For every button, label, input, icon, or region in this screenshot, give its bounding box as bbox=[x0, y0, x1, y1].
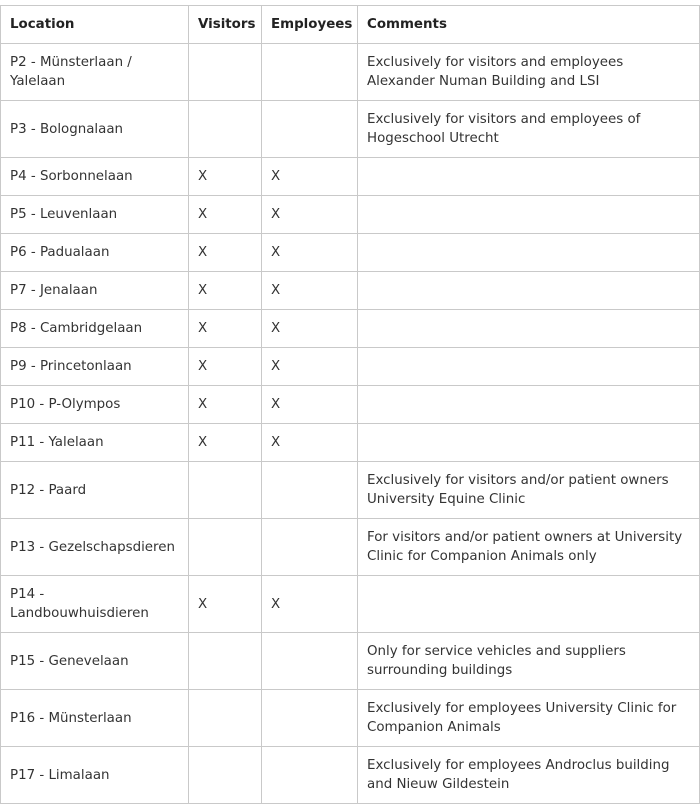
location-cell: P10 - P-Olympos bbox=[1, 386, 189, 424]
header-comments: Comments bbox=[358, 6, 700, 44]
employees-cell bbox=[262, 690, 358, 747]
table-row bbox=[1, 310, 700, 348]
location-cell: P9 - Princetonlaan bbox=[1, 348, 189, 386]
employees-cell: X bbox=[262, 386, 358, 424]
employees-cell: X bbox=[262, 272, 358, 310]
visitors-cell bbox=[189, 747, 262, 804]
employees-cell: X bbox=[262, 234, 358, 272]
visitors-cell bbox=[189, 44, 262, 101]
visitors-cell: X bbox=[189, 234, 262, 272]
location-cell: P15 - Genevelaan bbox=[1, 633, 189, 690]
location-cell: P13 - Gezelschapsdieren bbox=[1, 519, 189, 576]
location-cell: P14 - Landbouwhuisdieren bbox=[1, 576, 189, 633]
employees-cell: X bbox=[262, 424, 358, 462]
employees-cell: X bbox=[262, 576, 358, 633]
employees-cell bbox=[262, 462, 358, 519]
location-cell: P12 - Paard bbox=[1, 462, 189, 519]
location-cell: P3 - Bolognalaan bbox=[1, 101, 189, 158]
table-row bbox=[1, 158, 700, 196]
comments-cell bbox=[358, 424, 700, 462]
header-location: Location bbox=[1, 6, 189, 44]
comments-cell bbox=[358, 386, 700, 424]
employees-cell bbox=[262, 519, 358, 576]
comments-cell bbox=[358, 576, 700, 633]
visitors-cell: X bbox=[189, 196, 262, 234]
table-row bbox=[1, 101, 700, 158]
employees-cell bbox=[262, 44, 358, 101]
table-row bbox=[1, 348, 700, 386]
visitors-cell: X bbox=[189, 158, 262, 196]
comments-cell bbox=[358, 272, 700, 310]
visitors-cell: X bbox=[189, 424, 262, 462]
table-row bbox=[1, 633, 700, 690]
employees-cell: X bbox=[262, 158, 358, 196]
location-cell: P8 - Cambridgelaan bbox=[1, 310, 189, 348]
employees-cell: X bbox=[262, 310, 358, 348]
employees-cell bbox=[262, 633, 358, 690]
comments-cell: Exclusively for visitors and/or patient owners University Equine Clinic bbox=[358, 462, 700, 519]
visitors-cell bbox=[189, 519, 262, 576]
employees-cell: X bbox=[262, 348, 358, 386]
table-row bbox=[1, 234, 700, 272]
table-row bbox=[1, 690, 700, 747]
table-row bbox=[1, 196, 700, 234]
comments-cell bbox=[358, 234, 700, 272]
location-cell: P11 - Yalelaan bbox=[1, 424, 189, 462]
table-row bbox=[1, 462, 700, 519]
table-row bbox=[1, 747, 700, 804]
table-row bbox=[1, 44, 700, 101]
visitors-cell: X bbox=[189, 386, 262, 424]
comments-cell: For visitors and/or patient owners at University Clinic for Companion Animals only bbox=[358, 519, 700, 576]
table-row bbox=[1, 576, 700, 633]
comments-cell: Exclusively for visitors and employees of Hogeschool Utrecht bbox=[358, 101, 700, 158]
comments-cell: Exclusively for employees University Clinic for Companion Animals bbox=[358, 690, 700, 747]
comments-cell: Exclusively for employees Androclus building and Nieuw Gildestein bbox=[358, 747, 700, 804]
location-cell: P7 - Jenalaan bbox=[1, 272, 189, 310]
visitors-cell bbox=[189, 690, 262, 747]
location-cell: P4 - Sorbonnelaan bbox=[1, 158, 189, 196]
table-row bbox=[1, 272, 700, 310]
location-cell: P17 - Limalaan bbox=[1, 747, 189, 804]
table-row bbox=[1, 386, 700, 424]
comments-cell: Exclusively for visitors and employees Alexander Numan Building and LSI bbox=[358, 44, 700, 101]
location-cell: P5 - Leuvenlaan bbox=[1, 196, 189, 234]
visitors-cell: X bbox=[189, 272, 262, 310]
location-cell: P6 - Padualaan bbox=[1, 234, 189, 272]
parking-table bbox=[0, 5, 700, 804]
comments-cell bbox=[358, 348, 700, 386]
header-employees: Employees bbox=[262, 6, 358, 44]
comments-cell bbox=[358, 310, 700, 348]
comments-cell bbox=[358, 196, 700, 234]
table-row bbox=[1, 424, 700, 462]
visitors-cell: X bbox=[189, 576, 262, 633]
visitors-cell bbox=[189, 101, 262, 158]
employees-cell: X bbox=[262, 196, 358, 234]
visitors-cell bbox=[189, 462, 262, 519]
table-row bbox=[1, 519, 700, 576]
visitors-cell: X bbox=[189, 310, 262, 348]
visitors-cell bbox=[189, 633, 262, 690]
employees-cell bbox=[262, 101, 358, 158]
location-cell: P16 - Münsterlaan bbox=[1, 690, 189, 747]
comments-cell bbox=[358, 158, 700, 196]
table-header-row bbox=[1, 6, 700, 44]
header-visitors: Visitors bbox=[189, 6, 262, 44]
comments-cell: Only for service vehicles and suppliers surrounding buildings bbox=[358, 633, 700, 690]
location-cell: P2 - Münsterlaan / Yalelaan bbox=[1, 44, 189, 101]
employees-cell bbox=[262, 747, 358, 804]
visitors-cell: X bbox=[189, 348, 262, 386]
